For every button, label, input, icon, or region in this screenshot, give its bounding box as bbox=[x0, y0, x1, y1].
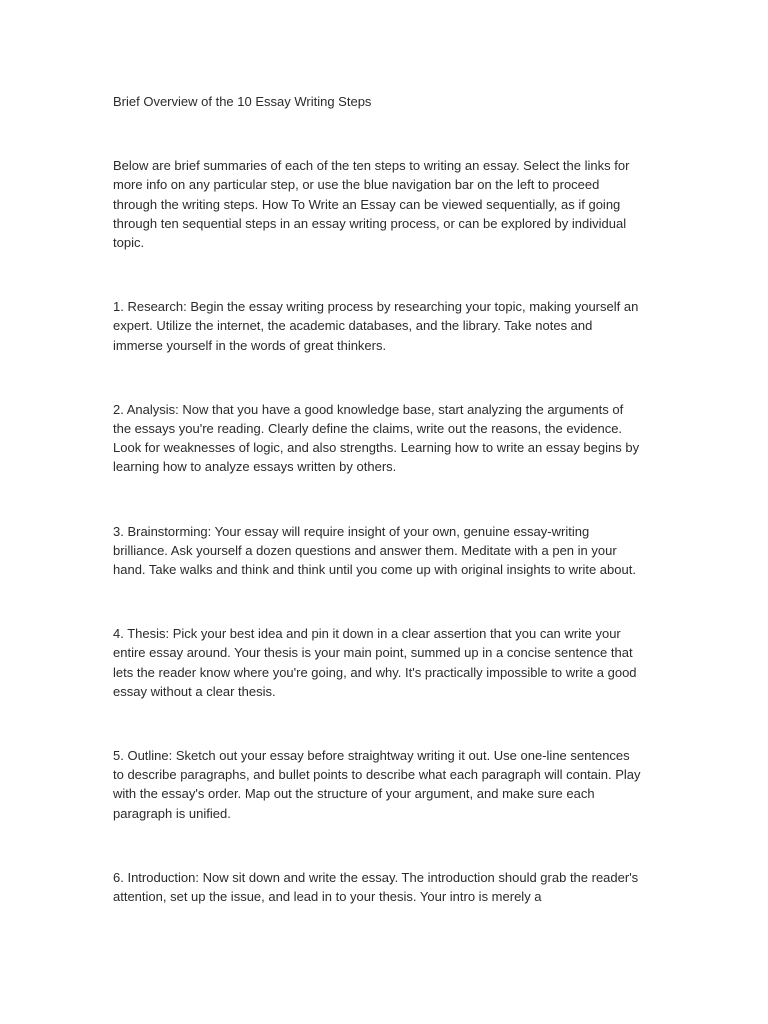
document-title: Brief Overview of the 10 Essay Writing Steps bbox=[113, 94, 372, 109]
step-thesis-paragraph: 4. Thesis: Pick your best idea and pin it down in a clear assertion that you can write your entire essay around. Your thesis is your main point, summed up in a concise sentence that lets the reader know where you're going, and why. It's practically impossible to write a good essay without a clear thesis. bbox=[113, 626, 637, 699]
step-introduction-paragraph: 6. Introduction: Now sit down and write the essay. The introduction should grab the reader's attention, set up the issue, and lead in to your thesis. Your intro is merely a bbox=[113, 869, 639, 905]
document-body bbox=[113, 92, 643, 951]
intro-paragraph: Below are brief summaries of each of the ten steps to writing an essay. Select the links for more info on any particular step, or use the blue navigation bar on the left to proceed through the writing steps. How To Write an Essay can be viewed sequentially, as if going through ten sequential steps in an essay writing process, or can be explored by individual topic. bbox=[113, 158, 630, 251]
step-brainstorming-paragraph: 3. Brainstorming: Your essay will require insight of your own, genuine essay-writing brilliance. Ask yourself a dozen questions and answer them. Meditate with a pen in your hand. Take walks and think and think until you come up with original insights to write about. bbox=[113, 523, 636, 578]
step-research-paragraph: 1. Research: Begin the essay writing process by researching your topic, making yourself an expert. Utilize the internet, the academic databases, and the library. Take notes and immerse yourself in the words of great thinkers. bbox=[113, 299, 639, 353]
step-analysis-paragraph: 2. Analysis: Now that you have a good knowledge base, start analyzing the arguments of the essays you're reading. Clearly define the claims, write out the reasons, the evidence. Look for weaknesses of logic, and also strengths. Learning how to write an essay begins by learning how to analyze essays written by others. bbox=[113, 401, 640, 475]
step-outline-paragraph: 5. Outline: Sketch out your essay before straightway writing it out. Use one-line sentences to describe paragraphs, and bullet points to describe what each paragraph will contain. Play with the essay's order. Map out the structure of your argument, and make sure each paragraph is unified. bbox=[113, 748, 641, 821]
